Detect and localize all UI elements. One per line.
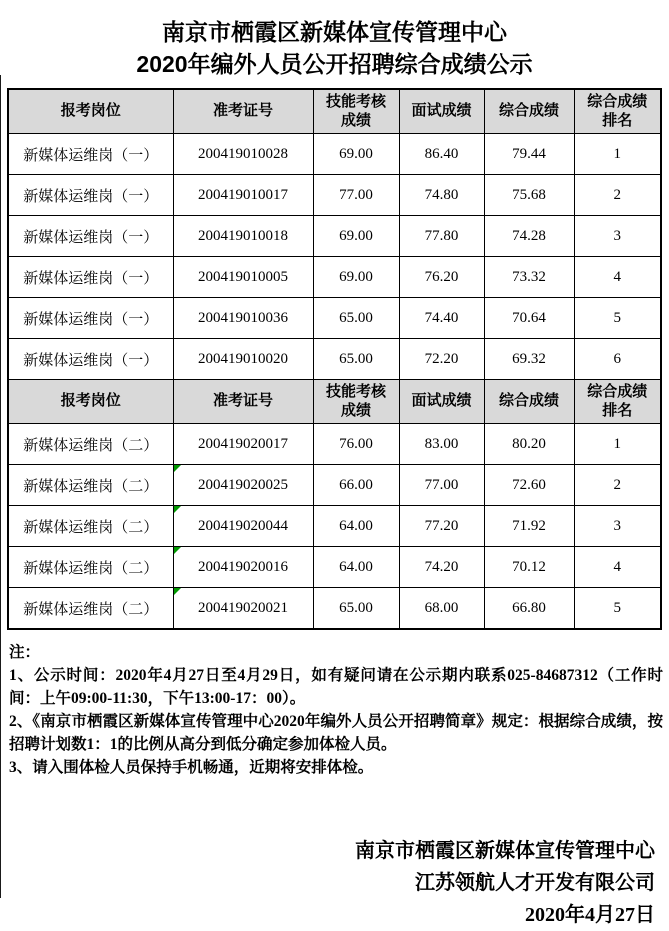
skill-score-cell: 77.00: [313, 175, 399, 216]
column-header: 技能考核 成绩: [313, 89, 399, 134]
header-row: [8, 380, 661, 424]
skill-score-cell: 66.00: [313, 465, 399, 506]
green-corner-flag: [174, 465, 181, 472]
signature-org-1: 南京市栖霞区新媒体宣传管理中心: [355, 840, 655, 862]
position-cell: 新媒体运维岗（二）: [8, 547, 173, 588]
ticket-number-cell: 200419010018: [173, 216, 313, 257]
rank-cell: 4: [574, 257, 661, 298]
ticket-number-cell: 200419010036: [173, 298, 313, 339]
skill-score-cell: 69.00: [313, 257, 399, 298]
green-corner-flag: [174, 506, 181, 513]
ticket-number-cell: 200419020025: [173, 465, 313, 506]
rank-cell: 2: [574, 465, 661, 506]
interview-score-cell: 72.20: [399, 339, 484, 380]
column-header: 面试成绩: [399, 380, 484, 424]
interview-score-cell: 83.00: [399, 424, 484, 465]
column-header: 准考证号: [173, 380, 313, 424]
ticket-number-cell: 200419020044: [173, 506, 313, 547]
interview-score-cell: 74.20: [399, 547, 484, 588]
composite-score-cell: 79.44: [484, 134, 574, 175]
table-row: [8, 134, 661, 175]
interview-score-cell: 86.40: [399, 134, 484, 175]
interview-score-cell: 77.80: [399, 216, 484, 257]
rank-cell: 3: [574, 216, 661, 257]
column-header: 面试成绩: [399, 89, 484, 134]
score-table-body: [8, 89, 661, 629]
ticket-number-cell: 200419020016: [173, 547, 313, 588]
interview-score-cell: 77.20: [399, 506, 484, 547]
rank-cell: 4: [574, 547, 661, 588]
column-header: 报考岗位: [8, 380, 173, 424]
skill-score-cell: 64.00: [313, 506, 399, 547]
position-cell: 新媒体运维岗（一）: [8, 339, 173, 380]
header-row: [8, 89, 661, 134]
skill-score-cell: 69.00: [313, 134, 399, 175]
column-header: 准考证号: [173, 89, 313, 134]
table-row: [8, 298, 661, 339]
rank-cell: 3: [574, 506, 661, 547]
signature-org-2: 江苏领航人才开发有限公司: [415, 872, 655, 894]
green-corner-flag: [174, 547, 181, 554]
position-cell: 新媒体运维岗（一）: [8, 298, 173, 339]
table-row: [8, 175, 661, 216]
signature-block: [0, 835, 669, 931]
skill-score-cell: 65.00: [313, 588, 399, 630]
composite-score-cell: 75.68: [484, 175, 574, 216]
composite-score-cell: 73.32: [484, 257, 574, 298]
skill-score-cell: 65.00: [313, 298, 399, 339]
composite-score-cell: 71.92: [484, 506, 574, 547]
page-title: [0, 0, 669, 80]
skill-score-cell: 64.00: [313, 547, 399, 588]
rank-cell: 5: [574, 588, 661, 630]
column-header: 技能考核 成绩: [313, 380, 399, 424]
ticket-number-cell: 200419010017: [173, 175, 313, 216]
ticket-number-cell: 200419010005: [173, 257, 313, 298]
interview-score-cell: 68.00: [399, 588, 484, 630]
position-cell: 新媒体运维岗（一）: [8, 257, 173, 298]
rank-cell: 2: [574, 175, 661, 216]
score-table: [7, 88, 662, 630]
table-row: [8, 465, 661, 506]
title-line-2: 2020年编外人员公开招聘综合成绩公示: [136, 51, 533, 77]
ticket-number-cell: 200419020021: [173, 588, 313, 630]
title-line-1: 南京市栖霞区新媒体宣传管理中心: [162, 19, 507, 45]
rank-cell: 6: [574, 339, 661, 380]
position-cell: 新媒体运维岗（二）: [8, 588, 173, 630]
column-header: 报考岗位: [8, 89, 173, 134]
green-corner-flag: [174, 588, 181, 595]
composite-score-cell: 72.60: [484, 465, 574, 506]
note-item-2: 2、《南京市栖霞区新媒体宣传管理中心2020年编外人员公开招聘简章》规定：根据综合成绩，按招聘计划数1：1的比例从高分到低分确定参加体检人员。: [9, 713, 663, 753]
notes-section: [9, 641, 663, 779]
column-header: 综合成绩: [484, 380, 574, 424]
note-item-3: 3、请入围体检人员保持手机畅通，近期将安排体检。: [9, 759, 374, 776]
note-item-1: 1、公示时间：2020年4月27日至4月29日，如有疑问请在公示期内联系025-84687312（工作时间：上午09:00-11:30，下午13:00-17：00）。: [9, 667, 663, 707]
interview-score-cell: 74.40: [399, 298, 484, 339]
ticket-number-cell: 200419010028: [173, 134, 313, 175]
interview-score-cell: 74.80: [399, 175, 484, 216]
notes-label: 注：: [9, 644, 41, 661]
skill-score-cell: 65.00: [313, 339, 399, 380]
composite-score-cell: 70.12: [484, 547, 574, 588]
interview-score-cell: 77.00: [399, 465, 484, 506]
composite-score-cell: 80.20: [484, 424, 574, 465]
column-header: 综合成绩 排名: [574, 380, 661, 424]
table-row: [8, 424, 661, 465]
table-row: [8, 339, 661, 380]
skill-score-cell: 69.00: [313, 216, 399, 257]
column-header: 综合成绩: [484, 89, 574, 134]
table-row: [8, 506, 661, 547]
rank-cell: 5: [574, 298, 661, 339]
composite-score-cell: 70.64: [484, 298, 574, 339]
position-cell: 新媒体运维岗（一）: [8, 216, 173, 257]
position-cell: 新媒体运维岗（二）: [8, 424, 173, 465]
skill-score-cell: 76.00: [313, 424, 399, 465]
left-window-edge: [0, 75, 1, 898]
ticket-number-cell: 200419010020: [173, 339, 313, 380]
composite-score-cell: 69.32: [484, 339, 574, 380]
rank-cell: 1: [574, 134, 661, 175]
composite-score-cell: 74.28: [484, 216, 574, 257]
position-cell: 新媒体运维岗（二）: [8, 465, 173, 506]
position-cell: 新媒体运维岗（一）: [8, 134, 173, 175]
position-cell: 新媒体运维岗（二）: [8, 506, 173, 547]
rank-cell: 1: [574, 424, 661, 465]
signature-date: 2020年4月27日: [525, 904, 655, 926]
composite-score-cell: 66.80: [484, 588, 574, 630]
ticket-number-cell: 200419020017: [173, 424, 313, 465]
column-header: 综合成绩 排名: [574, 89, 661, 134]
table-row: [8, 547, 661, 588]
table-row: [8, 257, 661, 298]
position-cell: 新媒体运维岗（一）: [8, 175, 173, 216]
table-row: [8, 216, 661, 257]
table-row: [8, 588, 661, 630]
interview-score-cell: 76.20: [399, 257, 484, 298]
